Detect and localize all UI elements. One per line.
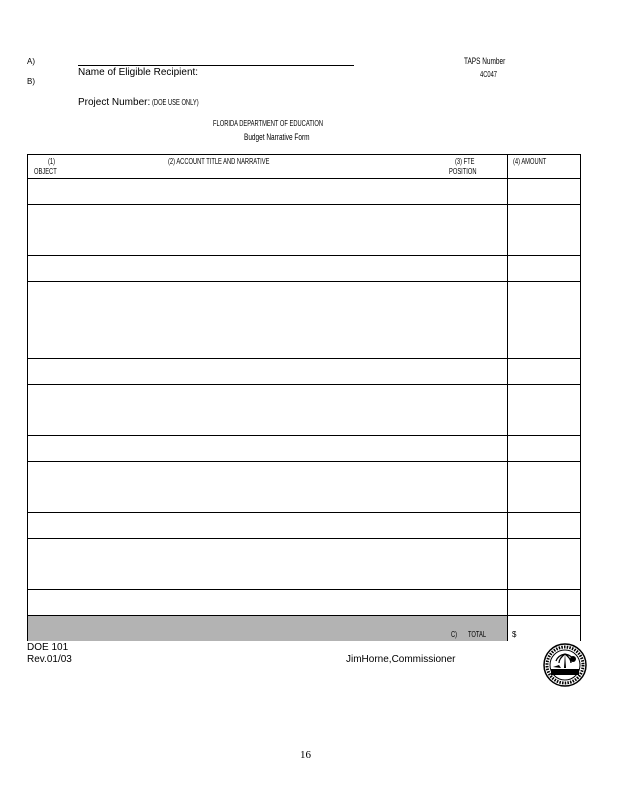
- form-id: DOE 101: [27, 642, 69, 653]
- table-row-line: [27, 384, 580, 385]
- table-row-line: [27, 281, 580, 282]
- recipient-label: Name of Eligible Recipient:: [78, 67, 199, 78]
- revision: Rev.01/03: [27, 654, 72, 665]
- table-left-border: [27, 154, 28, 641]
- col-object-label: OBJECT: [34, 167, 57, 176]
- table-right-border: [580, 154, 581, 641]
- table-top-border: [27, 154, 580, 155]
- recipient-underline: [78, 65, 354, 66]
- taps-label: TAPS Number: [464, 56, 506, 66]
- table-row-line: [27, 461, 580, 462]
- doe-use-only-note: (DOE USE ONLY): [152, 98, 199, 107]
- col-position-label: POSITION: [449, 167, 477, 176]
- table-row-line: [27, 538, 580, 539]
- total-row-shading: [28, 616, 507, 641]
- table-row-line: [27, 589, 580, 590]
- col-object-number: (1): [48, 157, 56, 166]
- department-title: FLORIDA DEPARTMENT OF EDUCATION: [213, 119, 323, 128]
- table-row-line: [27, 435, 580, 436]
- total-amount: $: [512, 630, 517, 639]
- commissioner-name: JimHorne,Commissioner: [346, 654, 456, 665]
- total-label: TOTAL: [468, 630, 487, 639]
- table-row-line: [27, 358, 580, 359]
- state-seal-icon: [543, 643, 587, 687]
- table-row-line: [27, 178, 580, 179]
- table-row-line: [27, 204, 580, 205]
- table-row-line: [27, 255, 580, 256]
- b-marker: B): [27, 77, 35, 86]
- total-marker: C): [451, 630, 458, 639]
- taps-value: 4C047: [480, 70, 497, 79]
- form-title: Budget Narrative Form: [244, 132, 310, 142]
- table-amount-divider: [507, 154, 508, 641]
- a-marker: A): [27, 57, 35, 66]
- page-number: 16: [300, 749, 311, 761]
- table-row-line: [27, 512, 580, 513]
- project-number-label: Project Number:: [78, 97, 151, 108]
- col-amount-label: (4) AMOUNT: [513, 157, 547, 166]
- col-account-title-label: (2) ACCOUNT TITLE AND NARRATIVE: [168, 157, 270, 166]
- col-fte-number: (3) FTE: [455, 157, 475, 166]
